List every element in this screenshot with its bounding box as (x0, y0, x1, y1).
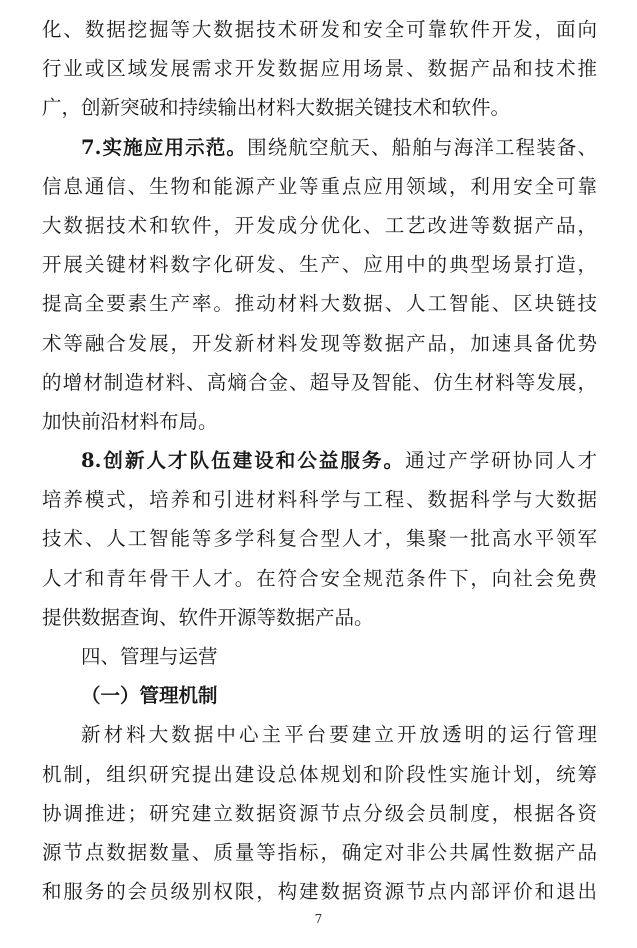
paragraph-line: 术等融合发展，开发新材料发现等数据产品，加速具备优势 (42, 331, 597, 355)
paragraph-line: 技术、人工智能等多学科复合型人才，集聚一批高水平领军 (42, 527, 597, 551)
paragraph-line: 信息通信、生物和能源产业等重点应用领域，利用安全可靠 (42, 174, 597, 198)
page-number: 7 (314, 912, 323, 926)
paragraph-line: 大数据技术和软件，开发成分优化、工艺改进等数据产品， (42, 213, 597, 237)
paragraph-line: 提供数据查询、软件开源等数据产品。 (42, 605, 374, 629)
section-heading: 四、管理与运营 (81, 645, 218, 668)
paragraph-line: 培养模式，培养和引进材料科学与工程、数据科学与大数据 (42, 488, 597, 512)
paragraph-line (42, 128, 597, 167)
paragraph-line: 源节点数据数量、质量等指标，确定对非公共属性数据产品 (42, 840, 597, 864)
paragraph-line: 加快前沿材料布局。 (42, 409, 218, 433)
paragraph-line: 协调推进；研究建立数据资源节点分级会员制度，根据各资 (42, 801, 597, 825)
document-page (42, 10, 597, 911)
paragraph-text: 通过产学研协同人才 (405, 449, 597, 473)
paragraph-line: 和服务的会员级别权限，构建数据资源节点内部评价和退出 (42, 880, 597, 904)
paragraph-line: 新材料大数据中心主平台要建立开放透明的运行管理 (81, 723, 597, 747)
paragraph-line: 行业或区域发展需求开发数据应用场景、数据产品和技术推 (42, 57, 597, 81)
paragraph-line: 机制，组织研究提出建设总体规划和阶段性实施计划，统筹 (42, 762, 597, 786)
paragraph-text: 围绕航空航天、船舶与海洋工程装备、 (247, 135, 597, 159)
paragraph-line: 化、数据挖掘等大数据技术研发和安全可靠软件开发，面向 (42, 18, 597, 41)
paragraph-line: 广，创新突破和持续输出材料大数据关键技术和软件。 (42, 96, 511, 120)
subsection-heading: （一）管理机制 (81, 684, 218, 708)
paragraph-line: 的增材制造材料、高熵合金、超导及智能、仿生材料等发展， (42, 370, 597, 394)
paragraph-line: 人才和青年骨干人才。在符合安全规范条件下，向社会免费 (42, 566, 597, 590)
paragraph-line (42, 441, 597, 480)
item-title: 8.创新人才队伍建设和公益服务。 (81, 449, 406, 473)
paragraph-line: 开展关键材料数字化研发、生产、应用中的典型场景打造， (42, 253, 597, 277)
paragraph-line: 提高全要素生产率。推动材料大数据、人工智能、区块链技 (42, 292, 597, 316)
item-title: 7.实施应用示范。 (81, 135, 248, 159)
